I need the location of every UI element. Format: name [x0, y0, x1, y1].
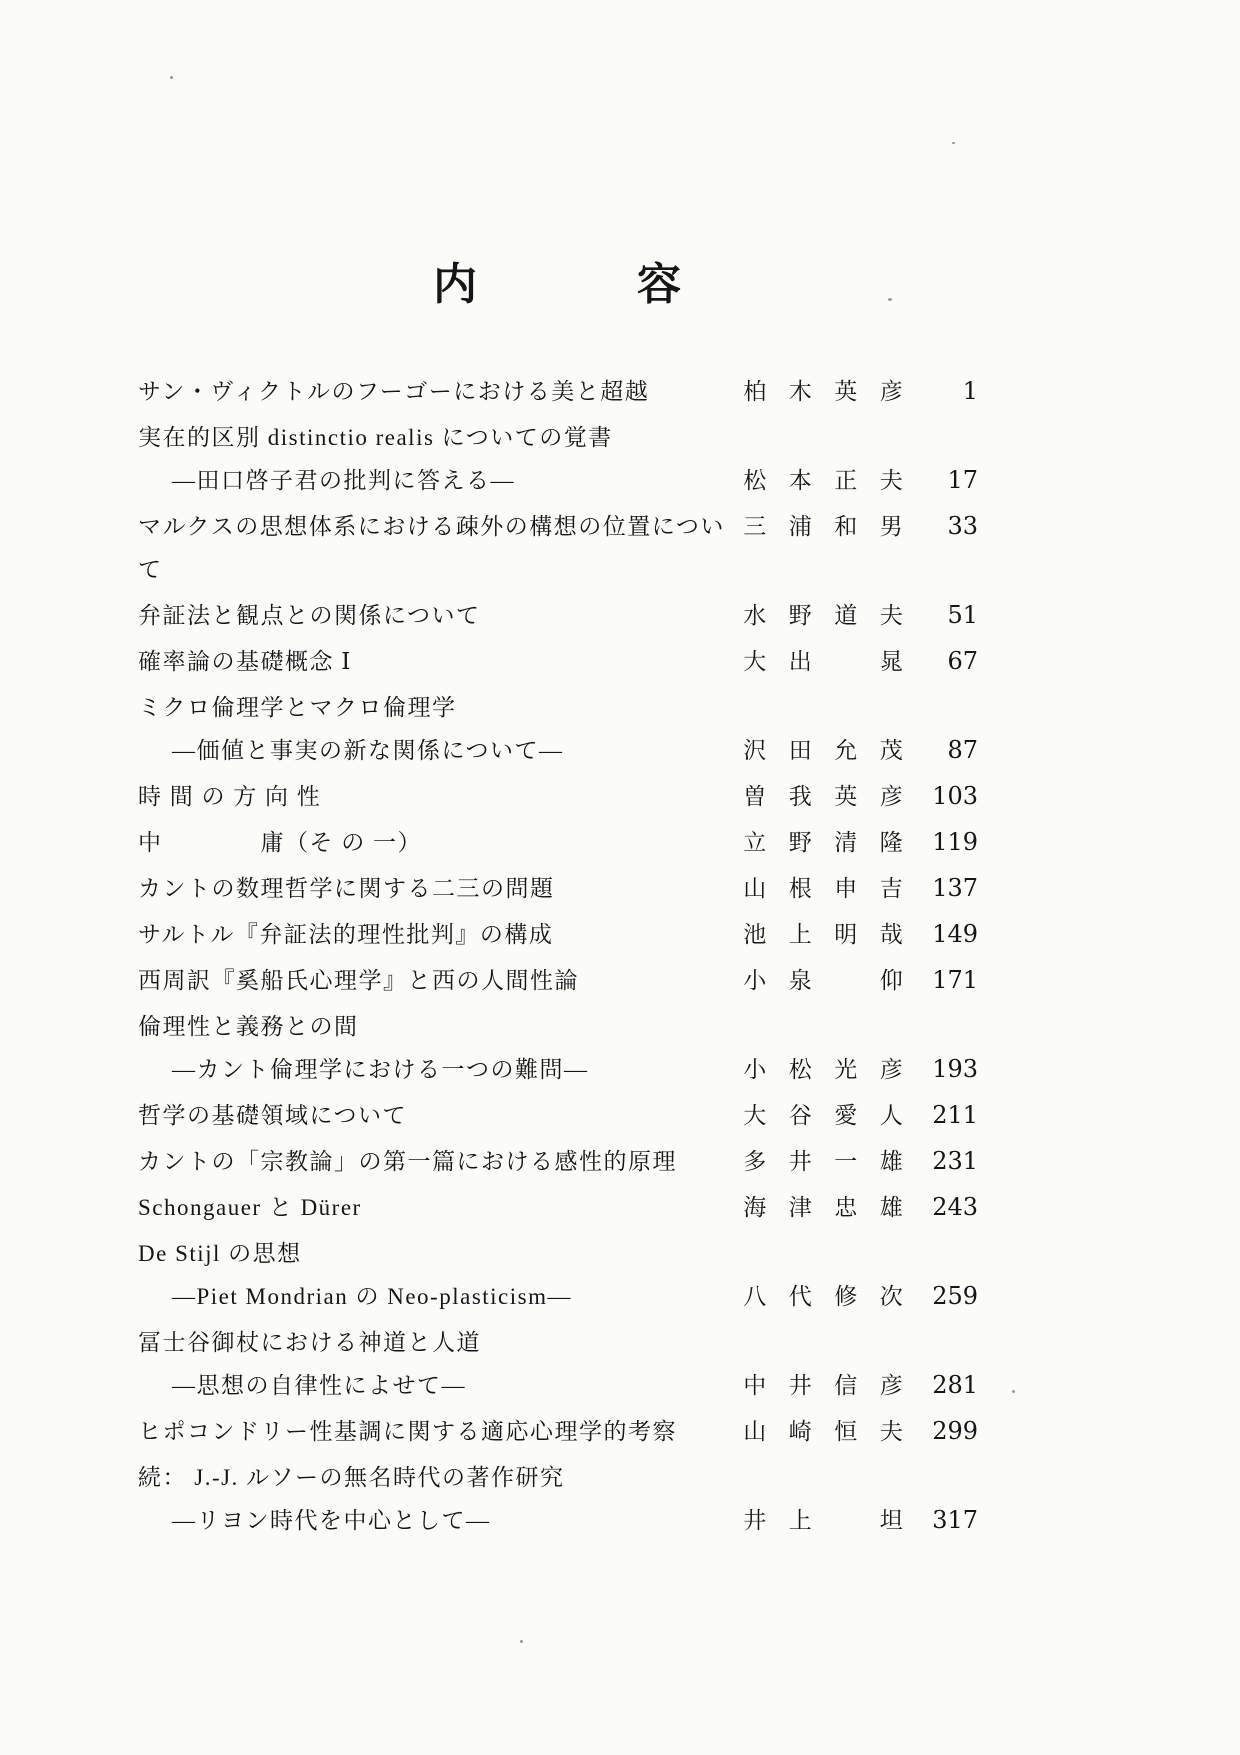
toc-author	[732, 1186, 914, 1229]
toc-entry	[138, 505, 978, 591]
toc-entry-title: 続： J.-J. ルソーの無名時代の著作研究	[138, 1465, 565, 1490]
author-char	[823, 1499, 869, 1542]
author-char: 崎	[788, 1419, 812, 1444]
toc-page-number: 33	[947, 512, 978, 540]
toc-author	[732, 775, 914, 818]
toc-page-number: 1	[962, 377, 978, 405]
toc-entry	[138, 594, 978, 637]
toc-author	[732, 1048, 914, 1091]
author-char: 雄	[879, 1149, 903, 1174]
author-char: 代	[788, 1284, 812, 1309]
author-char: 彦	[879, 379, 903, 404]
author-char: 八	[743, 1284, 767, 1309]
author-char: 道	[834, 603, 858, 628]
toc-entry	[138, 775, 978, 818]
toc-line	[138, 913, 978, 956]
toc-line	[138, 1140, 978, 1183]
toc-entry	[138, 1456, 978, 1542]
author-char: 水	[743, 603, 767, 628]
toc-entry	[138, 1094, 978, 1137]
toc-author	[732, 729, 914, 772]
author-char: 木	[788, 379, 812, 404]
author-char: 正	[834, 468, 858, 493]
toc-page-number: 119	[932, 828, 978, 856]
toc-page-number: 193	[932, 1055, 978, 1083]
toc-entry	[138, 913, 978, 956]
toc-line	[138, 1456, 978, 1499]
author-char: 山	[743, 876, 767, 901]
toc-line	[138, 1364, 978, 1407]
toc-entry	[138, 959, 978, 1002]
author-char: 松	[743, 468, 767, 493]
toc-line	[138, 867, 978, 910]
toc-entry-subtitle: ―Piet Mondrian の Neo-plasticism―	[172, 1284, 572, 1309]
toc-line	[138, 416, 978, 459]
toc-page-number: 87	[947, 736, 978, 764]
author-char: 人	[879, 1103, 903, 1128]
toc-entry	[138, 1140, 978, 1183]
toc-entry-title: ヒポコンドリー性基調に関する適応心理学的考察	[138, 1419, 677, 1444]
toc-page-number: 171	[932, 966, 978, 994]
toc-line	[138, 1499, 978, 1542]
toc-entry-title: サルトル『弁証法的理性批判』の構成	[138, 922, 554, 947]
toc-author	[732, 594, 914, 637]
author-char: 浦	[788, 514, 812, 539]
author-char: 柏	[743, 379, 767, 404]
toc-entry-title: サン・ヴィクトルのフーゴーにおける美と超越	[138, 379, 650, 404]
toc-author	[732, 459, 914, 502]
page-title	[138, 248, 978, 312]
author-char: 野	[788, 830, 812, 855]
author-char: 曽	[743, 784, 767, 809]
toc-page-number: 259	[932, 1282, 978, 1310]
author-char: 彦	[879, 1057, 903, 1082]
author-char: 山	[743, 1419, 767, 1444]
author-char: 茂	[879, 738, 903, 763]
author-char: 夫	[879, 1419, 903, 1444]
table-of-contents	[138, 370, 978, 1542]
toc-page-number: 281	[932, 1371, 978, 1399]
toc-entry-title: 冨士谷御杖における神道と人道	[138, 1330, 481, 1355]
author-char: 上	[788, 922, 812, 947]
author-char: 大	[743, 1103, 767, 1128]
toc-entry	[138, 416, 978, 502]
toc-page-number: 67	[947, 647, 978, 675]
toc-author	[732, 1275, 914, 1318]
toc-line	[138, 821, 978, 864]
toc-line	[138, 775, 978, 818]
author-char: 申	[834, 876, 858, 901]
toc-page-number: 243	[932, 1193, 978, 1221]
toc-entry-subtitle: ―価値と事実の新な関係について―	[172, 738, 564, 763]
author-char: 中	[743, 1373, 767, 1398]
author-char: 小	[743, 1057, 767, 1082]
toc-author	[732, 640, 914, 683]
toc-page-number: 299	[932, 1417, 978, 1445]
author-char: 立	[743, 830, 767, 855]
toc-entry	[138, 1186, 978, 1229]
toc-line	[138, 1321, 978, 1364]
content-area	[138, 248, 978, 1545]
author-char: 松	[788, 1057, 812, 1082]
author-char: 允	[834, 738, 858, 763]
toc-line	[138, 686, 978, 729]
author-char: 夫	[879, 603, 903, 628]
toc-entry-title: 西周訳『奚船氏心理学』と西の人間性論	[138, 968, 579, 993]
author-char: 大	[743, 649, 767, 674]
author-char: 我	[788, 784, 812, 809]
toc-entry	[138, 867, 978, 910]
author-char: 英	[834, 379, 858, 404]
scan-speck	[170, 76, 173, 79]
author-char: 吉	[879, 876, 903, 901]
author-char: 池	[743, 922, 767, 947]
toc-entry-title: 倫理性と義務との間	[138, 1014, 359, 1039]
author-char: 彦	[879, 784, 903, 809]
toc-page-number: 51	[947, 601, 978, 629]
toc-entry	[138, 686, 978, 772]
author-char: 忠	[834, 1195, 858, 1220]
scan-speck	[952, 142, 955, 144]
author-char: 恒	[834, 1419, 858, 1444]
toc-line	[138, 505, 978, 591]
author-char: 井	[788, 1373, 812, 1398]
toc-page-number: 137	[932, 874, 978, 902]
author-char: 三	[743, 514, 767, 539]
toc-entry-title: ミクロ倫理学とマクロ倫理学	[138, 695, 457, 720]
toc-author	[732, 1140, 914, 1183]
toc-entry-title: 中 庸（そ の 一）	[138, 830, 422, 855]
author-char: 多	[743, 1149, 767, 1174]
author-char: 根	[788, 876, 812, 901]
toc-entry-title: カントの「宗教論」の第一篇における感性的原理	[138, 1149, 677, 1174]
toc-entry	[138, 1321, 978, 1407]
toc-entry-title: 実在的区別 distinctio realis についての覚書	[138, 425, 613, 450]
author-char: 夫	[879, 468, 903, 493]
toc-line	[138, 959, 978, 1002]
toc-line	[138, 1410, 978, 1453]
toc-line	[138, 729, 978, 772]
scan-speck	[1012, 1390, 1015, 1393]
author-char: 仰	[879, 968, 903, 993]
toc-line	[138, 1275, 978, 1318]
toc-line	[138, 1232, 978, 1275]
toc-entry	[138, 1410, 978, 1453]
toc-entry-title: 哲学の基礎領域について	[138, 1103, 408, 1128]
author-char: 修	[834, 1284, 858, 1309]
toc-entry	[138, 1005, 978, 1091]
author-char: 清	[834, 830, 858, 855]
toc-author	[732, 959, 914, 1002]
toc-author	[732, 1410, 914, 1453]
author-char: 英	[834, 784, 858, 809]
toc-author	[732, 913, 914, 956]
toc-entry-title: 時 間 の 方 向 性	[138, 784, 322, 809]
author-char: 小	[743, 968, 767, 993]
toc-line	[138, 1186, 978, 1229]
author-char: 明	[834, 922, 858, 947]
toc-page-number: 149	[932, 920, 978, 948]
toc-entry-title: 確率論の基礎概念 Ⅰ	[138, 649, 352, 674]
toc-entry-title: Schongauer と Dürer	[138, 1195, 362, 1220]
toc-entry-title: カントの数理哲学に関する二三の問題	[138, 876, 555, 901]
toc-entry	[138, 821, 978, 864]
author-char: 谷	[788, 1103, 812, 1128]
author-char: 彦	[879, 1373, 903, 1398]
author-char: 泉	[788, 968, 812, 993]
author-char: 井	[788, 1149, 812, 1174]
toc-line	[138, 1094, 978, 1137]
author-char: 上	[788, 1508, 812, 1533]
toc-entry-title: 弁証法と観点との関係について	[138, 603, 481, 628]
toc-entry-subtitle: ―思想の自律性によせて―	[172, 1373, 466, 1398]
author-char: 光	[834, 1057, 858, 1082]
page-title-char: 容	[637, 260, 683, 309]
toc-author	[732, 1094, 914, 1137]
author-char	[823, 959, 869, 1002]
author-char: 本	[788, 468, 812, 493]
toc-page-number: 231	[932, 1147, 978, 1175]
author-char	[823, 640, 869, 683]
author-char: 隆	[879, 830, 903, 855]
author-char: 和	[834, 514, 858, 539]
toc-line	[138, 1005, 978, 1048]
toc-author	[732, 821, 914, 864]
toc-page-number: 17	[947, 466, 978, 494]
author-char: 坦	[879, 1508, 903, 1533]
toc-page-number: 317	[932, 1506, 978, 1534]
toc-line	[138, 1048, 978, 1091]
author-char: 津	[788, 1195, 812, 1220]
toc-entry-subtitle: ―カント倫理学における一つの難問―	[172, 1057, 589, 1082]
toc-page-number: 103	[932, 782, 978, 810]
toc-entry	[138, 370, 978, 413]
author-char: 田	[788, 738, 812, 763]
toc-entry-subtitle: ―田口啓子君の批判に答える―	[172, 468, 515, 493]
toc-entry	[138, 640, 978, 683]
author-char: 井	[743, 1508, 767, 1533]
author-char: 海	[743, 1195, 767, 1220]
author-char: 次	[879, 1284, 903, 1309]
toc-author	[732, 1364, 914, 1407]
author-char: 愛	[834, 1103, 858, 1128]
author-char: 男	[879, 514, 903, 539]
toc-author	[732, 505, 914, 548]
author-char: 一	[834, 1149, 858, 1174]
toc-entry-title: マルクスの思想体系における疎外の構想の位置について	[138, 514, 725, 582]
toc-line	[138, 459, 978, 502]
author-char: 出	[788, 649, 812, 674]
toc-line	[138, 370, 978, 413]
scan-speck	[520, 1640, 523, 1643]
author-char: 雄	[879, 1195, 903, 1220]
author-char: 信	[834, 1373, 858, 1398]
toc-line	[138, 640, 978, 683]
toc-entry	[138, 1232, 978, 1318]
toc-entry-title: De Stijl の思想	[138, 1241, 302, 1266]
toc-page-number: 211	[932, 1101, 978, 1129]
toc-line	[138, 594, 978, 637]
page-title-char: 内	[433, 260, 479, 309]
author-char: 沢	[743, 738, 767, 763]
toc-author	[732, 867, 914, 910]
toc-author	[732, 1499, 914, 1542]
author-char: 哉	[879, 922, 903, 947]
toc-entry-subtitle: ―リヨン時代を中心として―	[172, 1508, 491, 1533]
author-char: 野	[788, 603, 812, 628]
toc-author	[732, 370, 914, 413]
author-char: 晁	[879, 649, 903, 674]
